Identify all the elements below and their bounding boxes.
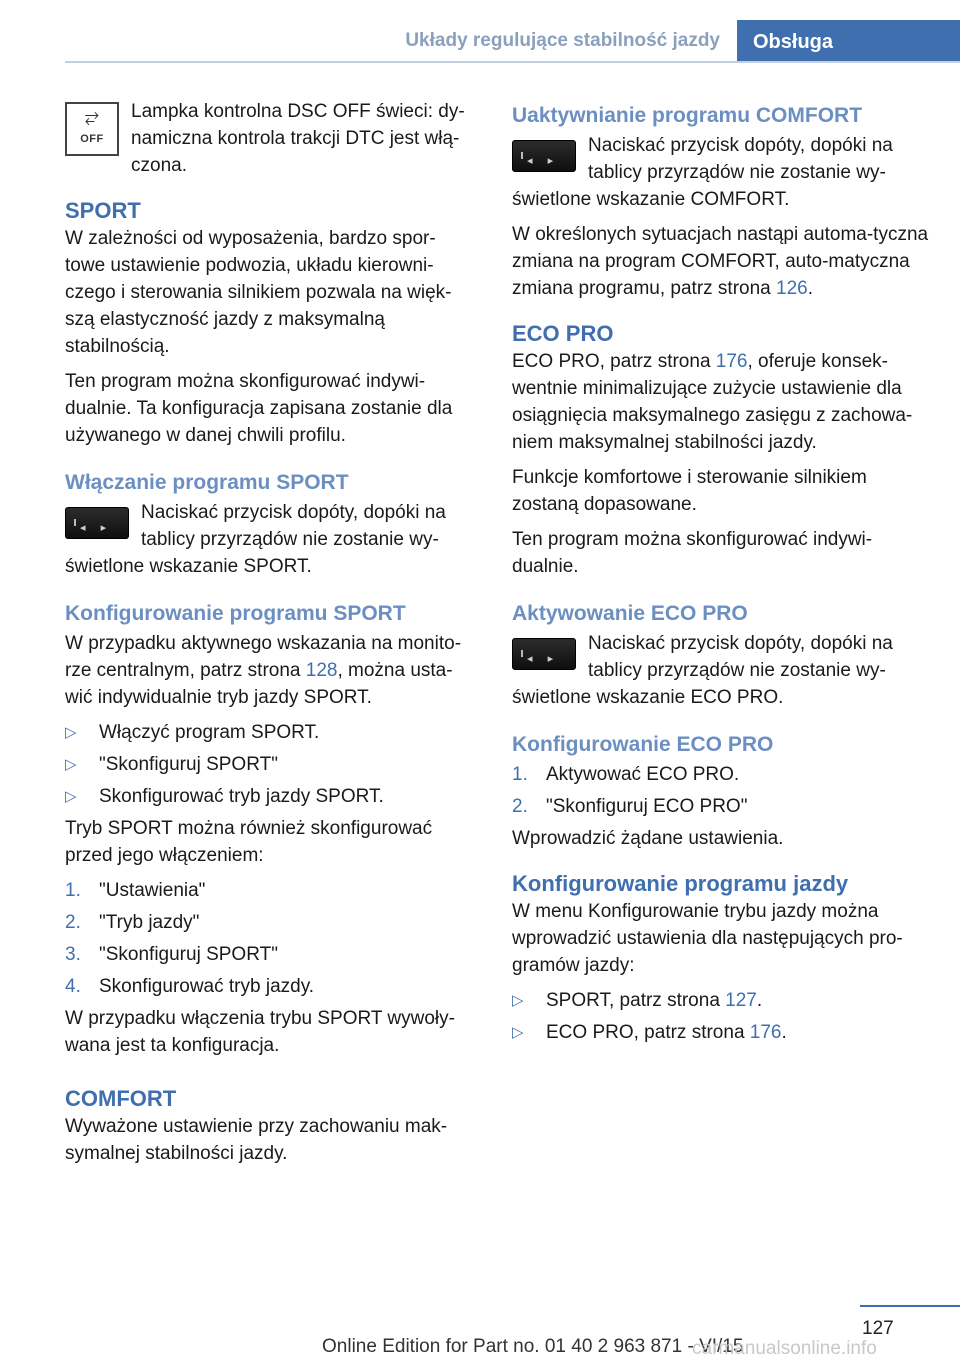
triangle-bullet-icon: ▷ [512, 992, 524, 1009]
breadcrumb: Układy regulujące stabilność jazdy [405, 30, 720, 51]
sport-paragraph-2: Ten program można skonfigurować indywi‐dualnie. Ta konfiguracja zapisana zostanie dla używanego w danej chwili profilu. [65, 371, 453, 446]
heading-config-sport: Konfigurowanie programu SPORT [65, 602, 406, 625]
sport-paragraph-1: W zależności od wyposażenia, bardzo spor‐towe ustawienie podwozia, układu kierowni‐czego i sterowania silnikiem pozwala na więk‐szą elastyczność jazdy z maksymalną stabilnością. [65, 228, 452, 357]
enable-sport-text: Naciskać przycisk dopóty, dopóki na tablicy przyrządów nie zostanie wy‐świetlone wskazanie SPORT. [65, 502, 446, 577]
heading-sport: SPORT [65, 198, 141, 223]
config-sport-text: W przypadku aktywnego wskazania na monito‐rze centralnym, patrz strona 128, można usta‐wić indywidualnie tryb jazdy SPORT. [65, 633, 462, 708]
list-item: ▷ SPORT, patrz strona 127. [512, 987, 932, 1014]
page-link-176[interactable]: 176 [749, 1022, 782, 1043]
enable-comfort-text: Naciskać przycisk dopóty, dopóki na tablicy przyrządów nie zostanie wy‐świetlone wskazanie COMFORT. [512, 135, 893, 210]
list-item: ▷ Skonfigurować tryb jazdy SPORT. [65, 783, 473, 810]
triangle-bullet-icon: ▷ [512, 1024, 524, 1041]
heading-enable-comfort: Uaktywnianie programu COMFORT [512, 104, 863, 127]
list-item: 2. "Skonfiguruj ECO PRO" [512, 796, 748, 817]
enable-eco-pro-text: Naciskać przycisk dopóty, dopóki na tablicy przyrządów nie zostanie wy‐świetlone wskazanie ECO PRO. [512, 633, 893, 708]
dsc-off-label: OFF [80, 132, 104, 145]
eco-pro-steps [512, 761, 932, 820]
page-link-176[interactable]: 176 [715, 351, 748, 372]
mode-config-text: W menu Konfigurowanie trybu jazdy można wprowadzić ustawienia dla następujących pro‐gramów jazdy: [512, 901, 903, 976]
list-item: ▷ ECO PRO, patrz strona 176. [512, 1019, 932, 1046]
eco-pro-paragraph-3: Ten program można skonfigurować indywi‐dualnie. [512, 529, 873, 577]
page-link-127[interactable]: 127 [725, 990, 757, 1011]
page-link-128[interactable]: 128 [305, 660, 338, 681]
list-item: 1. Aktywować ECO PRO. [512, 764, 740, 785]
heading-enable-eco-pro: Aktywowanie ECO PRO [512, 602, 748, 625]
triangle-bullet-icon: ▷ [65, 756, 77, 773]
right-column [512, 100, 932, 1051]
edition-line: Online Edition for Part no. 01 40 2 963 871 - VI/15 [322, 1336, 744, 1357]
section-tab[interactable]: Obsługa [737, 20, 960, 62]
auto-comfort-text: W określonych sytuacjach nastąpi automa‐tyczna zmiana na program COMFORT, auto‐matyczna zmiana programu, patrz strona 126. [512, 224, 929, 299]
heading-config-eco-pro: Konfigurowanie ECO PRO [512, 733, 774, 756]
dsc-off-indicator-icon [65, 102, 119, 156]
enable-eco-pro-row [512, 630, 932, 711]
comfort-text: Wyważone ustawienie przy zachowaniu mak‐symalnej stabilności jazdy. [65, 1116, 448, 1164]
config-sport-bullets [65, 719, 473, 810]
heading-mode-config: Konfigurowanie programu jazdy [512, 871, 849, 896]
page-number-rule [860, 1305, 960, 1307]
triangle-bullet-icon: ▷ [65, 788, 77, 805]
driving-mode-switch-icon: ◂ ▸ [512, 140, 576, 172]
before-enable-text: Tryb SPORT można również skonfigurować przed jego włączeniem: [65, 818, 433, 866]
enable-sport-row [65, 499, 473, 580]
list-item: ▷ Włączyć program SPORT. [65, 719, 473, 746]
list-item: 3. "Skonfiguruj SPORT" [65, 944, 278, 965]
heading-comfort: COMFORT [65, 1086, 177, 1111]
heading-enable-sport: Włączanie programu SPORT [65, 471, 349, 494]
mode-config-bullets [512, 987, 932, 1046]
page-number: 127 [862, 1318, 894, 1339]
driving-mode-switch-icon: ◂ ▸ [512, 638, 576, 670]
page-header [0, 0, 960, 62]
list-item: ▷ "Skonfiguruj SPORT" [65, 751, 473, 778]
eco-pro-text: ECO PRO, patrz strona 176, oferuje konsek‐wentnie minimalizujące zużycie ustawienie dla osiągnięcia maksymalnego zasięgu z zachowa‐niem maksymalnej stabilności jazdy. [512, 351, 913, 453]
car-skid-icon: ⥂ [84, 105, 100, 126]
dsc-note [65, 98, 473, 179]
watermark: carmanualsonline.info [692, 1338, 877, 1359]
list-item: 2. "Tryb jazdy" [65, 912, 200, 933]
heading-eco-pro: ECO PRO [512, 321, 614, 346]
triangle-bullet-icon: ▷ [65, 724, 77, 741]
list-item: 1. "Ustawienia" [65, 880, 206, 901]
page-link-126[interactable]: 126 [776, 278, 808, 299]
list-item: 4. Skonfigurować tryb jazdy. [65, 976, 315, 997]
after-steps-text: W przypadku włączenia trybu SPORT wywoły‐wana jest ta konfiguracja. [65, 1008, 455, 1056]
enable-comfort-row [512, 132, 932, 213]
left-column [65, 100, 473, 1175]
eco-pro-paragraph-2: Funkcje komfortowe i sterowanie silnikiem zostaną dopasowane. [512, 467, 867, 515]
header-divider [65, 61, 960, 63]
dsc-note-text: Lampka kontrolna DSC OFF świeci: dy‐namiczna kontrola trakcji DTC jest włą‐czona. [131, 101, 465, 176]
sport-steps [65, 877, 473, 1000]
driving-mode-switch-icon: ◂ ▸ [65, 507, 129, 539]
eco-pro-after: Wprowadzić żądane ustawienia. [512, 828, 784, 849]
